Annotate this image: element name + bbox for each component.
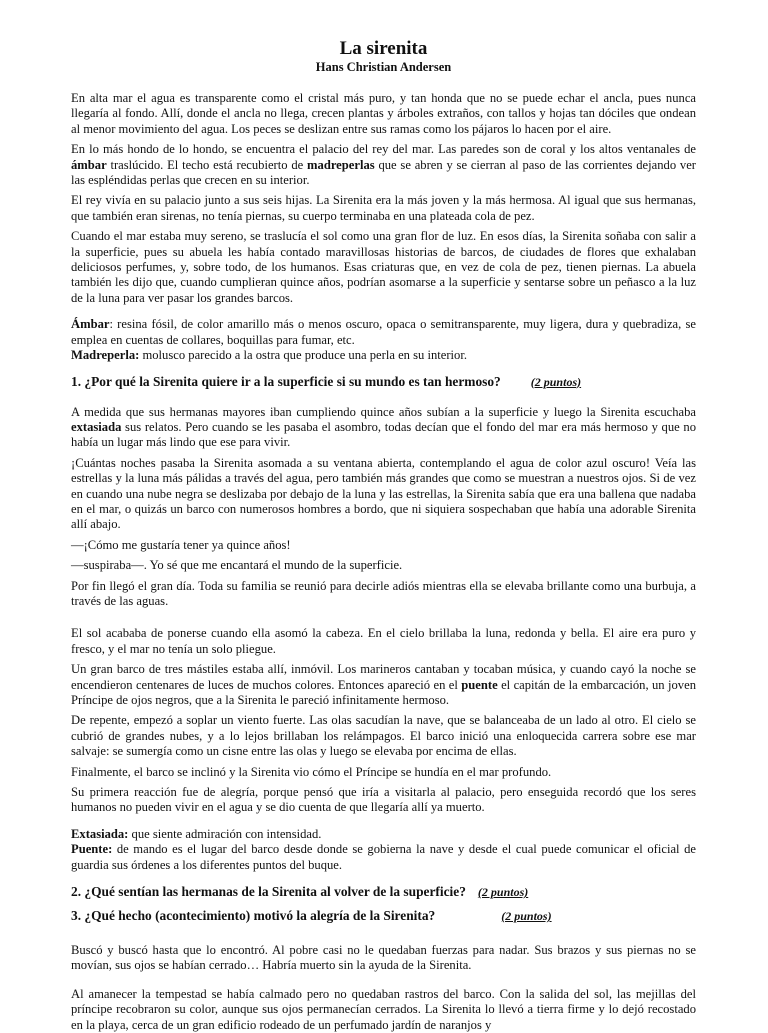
glossary-term: Ámbar (71, 317, 110, 332)
paragraph: Cuando el mar estaba muy sereno, se traslucía el sol como una gran flor de luz. En esos días, la Sirenita soñaba con salir a la superficie, pues su abuela les había contado maravillosas historias de barcos, de ciudades de flores que exhalaban deliciosos perfumes, y, sobre todo, de los humanos. Esas criaturas que, en vez de cola de pez, tienen piernas. La abuela también les dijo que, cuando cumplieran quince años, podrían asomarse a la superficie y sentarse sobre un peñasco a la luz de la luna para ver pasar los grandes barcos. (71, 229, 696, 305)
question-points: (2 puntos) (530, 374, 582, 389)
glossary-entry (71, 348, 696, 363)
bold-term: extasiada (71, 419, 122, 434)
paragraph: De repente, empezó a soplar un viento fuerte. Las olas sacudían la nave, que se balanceaba de un lado al otro. El cielo se cubrió de grandes nubes, y a lo lejos brillaban los relámpagos. El barco inició una enloquecida carrera sobre ese mar salvaje: se sumergía como un cisne entre las olas y luego se elevaba por encima de ellas. (71, 713, 696, 759)
document-author: Hans Christian Andersen (315, 60, 452, 74)
paragraph: Su primera reacción fue de alegría, porque pensó que iría a visitarla al palacio, pero enseguida recordó que los seres humanos no pueden vivir en el agua y se dio cuenta de que llegaría allí ya muerto. (71, 785, 696, 815)
document-title: La sirenita (339, 38, 428, 59)
paragraph: Buscó y buscó hasta que lo encontró. Al pobre casi no le quedaban fuerzas para nadar. Sus brazos y sus piernas no se movían, sus ojos se habían cerrado… Habría muerto sin la ayuda de la Sirenita. (71, 943, 696, 973)
glossary-definition: : resina fósil, de color amarillo más o menos oscuro, opaca o semitransparente, muy ligera, dura y quebradiza, se emplea en cuentas de collares, boquillas para fumar, etc. (71, 317, 696, 347)
paragraph: El sol acababa de ponerse cuando ella asomó la cabeza. En el cielo brillaba la luna, redonda y bella. El aire era puro y fresco, y el mar no tenía un solo pliegue. (71, 626, 696, 656)
glossary-term: Extasiada: (71, 826, 129, 841)
text-run: Un gran barco de tres mástiles estaba allí, inmóvil. Los marineros cantaban y tocaban música, y cuando cayó la noche se encendieron centenares de luces de muchos colores. Entonces apareció en el (71, 662, 696, 692)
text-run: En lo más hondo de lo hondo, se encuentra el palacio del rey del mar. Las paredes son de coral y los altos ventanales de (71, 142, 696, 157)
paragraph: Al amanecer la tempestad se había calmado pero no quedaban rastros del barco. Con la salida del sol, las mejillas del príncipe recobraron su color, aunque sus ojos permanecían cerrados. La Sirenita lo llevó a tierra firme y lo dejó recostado en la playa, cerca de un gran edificio rodeado de un perfumado jardín de naranjos y (71, 986, 696, 1032)
text-run: que se abren y se cierran al paso de las corrientes dejando ver las espléndidas perlas que crecen en su interior. (71, 157, 696, 188)
dialogue-line: —suspiraba—. Yo sé que me encantará el mundo de la superficie. (71, 558, 403, 573)
paragraph: ¡Cuántas noches pasaba la Sirenita asomada a su ventana abierta, contemplando el agua de color azul oscuro! Veía las estrellas y la luna más pálidas a través del agua, pero también más grandes que como se muestran a nuestros ojos. Si de vez en cuando una nube negra se deslizaba por debajo de la luna y las estrellas, la Sirenita sabía que era una ballena que nadaba en el mar, o quizás un barco con numerosos hombres a bordo, que ni siquiera sospechaban que había una adorable Sirenita allí abajo. (71, 455, 696, 532)
glossary-2 (71, 827, 696, 873)
question-1 (71, 373, 696, 391)
glossary-definition: molusco parecido a la ostra que produce una perla en su interior. (139, 348, 467, 363)
glossary-definition: de mando es el lugar del barco desde donde se gobierna la nave y desde el cual puede comunicar el oficial de guardia sus órdenes a los diferentes puntos del buque. (71, 842, 696, 872)
paragraph: El rey vivía en su palacio junto a sus seis hijas. La Sirenita era la más joven y la más hermosa. Al igual que sus hermanas, que también eran sirenas, no tenía piernas, su cuerpo terminaba en una plateada cola de pez. (71, 193, 696, 223)
paragraph: Finalmente, el barco se inclinó y la Sirenita vio cómo el Príncipe se hundía en el mar profundo. (71, 764, 552, 779)
paragraph (71, 405, 696, 451)
question-3 (71, 907, 696, 925)
paragraph (71, 142, 696, 188)
question-points: (2 puntos) (501, 909, 552, 924)
spacer (71, 979, 696, 987)
glossary-1 (71, 317, 696, 363)
dialogue-line: —¡Cómo me gustaría tener ya quince años! (71, 537, 291, 552)
question-text: 2. ¿Qué sentían las hermanas de la Sirenita al volver de la superficie? (71, 884, 466, 900)
glossary-entry (71, 827, 696, 842)
text-run: el capitán de la embarcación, un joven Príncipe de ojos negros, que a la Sirenita le pareció infinitamente hermoso. (71, 677, 696, 707)
bold-term: puente (461, 677, 498, 692)
glossary-entry (71, 842, 696, 873)
glossary-entry (71, 317, 696, 348)
glossary-term: Madreperla: (71, 348, 140, 363)
question-text: 1. ¿Por qué la Sirenita quiere ir a la superficie si su mundo es tan hermoso? (71, 373, 501, 389)
question-text: 3. ¿Qué hecho (acontecimiento) motivó la alegría de la Sirenita? (71, 908, 436, 924)
question-2 (71, 883, 696, 901)
bold-term: ámbar (71, 157, 107, 172)
bold-term: madreperlas (307, 157, 375, 172)
paragraph: Por fin llegó el gran día. Toda su familia se reunió para decirle adiós mientras ella se elevaba brillante como una burbuja, a través de las aguas. (71, 578, 696, 608)
text-run: A medida que sus hermanas mayores iban cumpliendo quince años subían a la superficie y luego la Sirenita escuchaba (71, 404, 696, 419)
paragraph: En alta mar el agua es transparente como el cristal más puro, y tan honda que no se puede echar el ancla, pues nunca llegaría al fondo. Allí, donde el ancla no llega, crecen plantas y árboles extraños, con tallos y hojas tan dóciles que ondean al menor movimiento del agua. Los peces se deslizan entre sus ramas como los pájaros lo hacen por el aire. (71, 91, 696, 136)
text-run: sus relatos. Pero cuando se les pasaba el asombro, todas decían que el fondo del mar era más hermoso y que no había un lugar más lindo que ese para vivir. (71, 419, 696, 450)
question-points: (2 puntos) (477, 885, 529, 900)
paragraph (71, 662, 696, 708)
glossary-definition: que siente admiración con intensidad. (128, 826, 322, 841)
glossary-term: Puente: (71, 842, 113, 857)
text-run: traslúcido. El techo está recubierto de (106, 157, 308, 172)
spacer (71, 614, 696, 626)
